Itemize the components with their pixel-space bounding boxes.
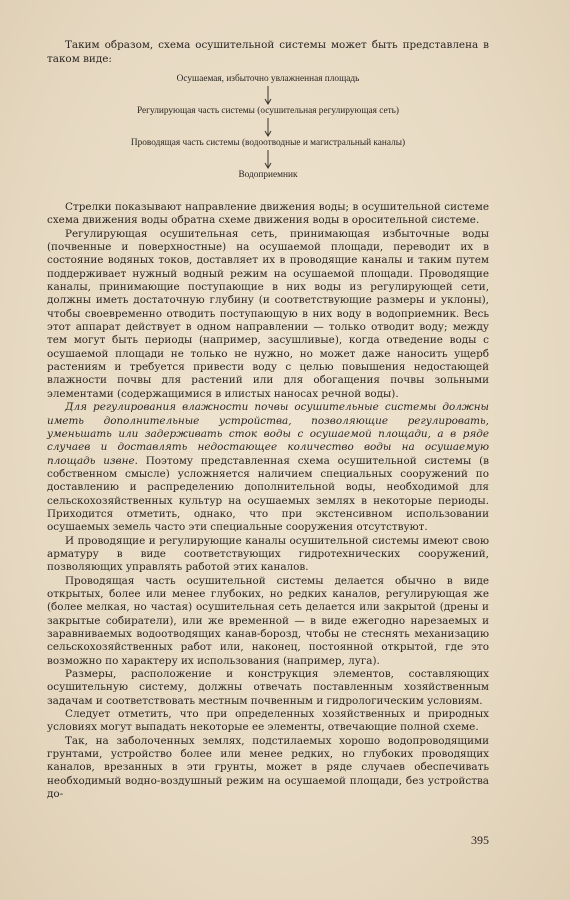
scheme-node-regulating-part: Регулирующая часть системы (осушительная регулирующая сеть) [136,106,400,116]
paragraph-regulating-network: Регулирующая осушительная сеть, принимающая избыточные воды (почвенные и поверхностные) на осушаемой площади, переводит их в состояние водяных токов, доставляет их в проводящие каналы и таким путем поддерживает нужный водный режим на осушаемой площади. Проводящие каналы, принимающие поступающие в них воды из регулирующей сети, должны иметь достаточную глубину (и соответствующие размеры и уклоны), чтобы своевременно отводить поступающую в них воду в водоприемник. Весь этот аппарат действует в одном направлении — только отводит воду; между тем могут быть периоды (например, засушливые), когда отведение воды с осушаемой площади не только не нужно, но может даже наносить ущерб растениям и требуется привести воду с целью повышения недостающей влажности почвы для растений или для обогащения почвы зольными элементами (содержащимися в илистых наносах речной воды). [47,227,489,400]
paragraph-fittings: И проводящие и регулирующие каналы осушительной системы имеют свою арматуру в виде соответствующих гидротехнических сооружений, позволяющих управлять работой этих каналов. [47,534,489,574]
scheme-node-receiver: Водоприемник [238,170,298,180]
paragraph-dimensions: Размеры, расположение и конструкция элементов, составляющих осушительную систему, должны отвечать поставленным хозяйственным задачам и соответствовать местным почвенным и гидрологическим условиям. [47,668,489,707]
down-arrow-icon [47,117,489,137]
intro-paragraph: Таким образом, схема осушительной системы может быть представлена в таком виде: [47,39,489,65]
page-number: 395 [471,833,489,847]
emphasis-text: Для регулирования влажности почвы осушительные системы должны иметь дополнительные устройства, позволяющие регулировать, уменьшать или задерживать сток воды с осушаемой площади, а в ряде случаев и доставлять недостающее количество воды на осушаемую площадь извне. [47,401,489,467]
book-page [47,38,489,888]
paragraph-soil-moisture: Для регулирования влажности почвы осушительные системы должны иметь дополнительные устройства, позволяющие регулировать, уменьшать или задерживать сток воды с осушаемой площади, а в ряде случаев и доставлять недостающее количество воды на осушаемую площадь извне. Поэтому представленная схема осушительной системы (в собственном смысле) усложняется наличием специальных сооружений по доставлению и распределению дополнительной воды, необходимой для сельскохозяйственных культур на осушаемых землях в некоторые периоды. Приходится отметить, однако, что при экстенсивном использовании осушаемых земель часто эти специальные сооружения отсутствуют. [47,401,489,534]
scheme-node-conducting-part: Проводящая часть системы (водоотводные и магистральный каналы) [130,138,406,148]
drainage-system-scheme [47,73,489,181]
down-arrow-icon [47,149,489,169]
paragraph-elements: Следует отметить, что при определенных хозяйственных и природных условиях могут выпадать некоторые ее элементы, отвечающие полной схеме. [47,708,489,734]
paragraph-waterlogged-lands: Так, на заболоченных землях, подстилаемых хорошо водопроводящими грунтами, устройство более или менее редких, но глубоких проводящих каналов, врезанных в эти грунты, может в ряде случаев обеспечивать необходимый водно-воздушный режим на осушаемой площади, без устройства до- [47,734,489,801]
paragraph-arrows: Стрелки показывают направление движения воды; в осушительной системе схема движения воды обратна схеме движения воды в оросительной системе. [47,201,489,227]
scheme-node-drained-area: Осушаемая, избыточно увлажненная площадь [176,74,360,84]
paragraph-conducting-part: Проводящая часть осушительной системы делается обычно в виде открытых, более или менее глубоких, но редких каналов, регулирующая же (более мелкая, но частая) осушительная сеть делается или закрытой (дрены и закрытые собиратели), или же временной — в виде ежегодно нарезаемых и заравниваемых водоотводящих канав-борозд, чтобы не стеснять механизацию сельскохозяйственных работ или, наконец, постоянной открытой, где это возможно по характеру их использования (например, луга). [47,574,489,667]
down-arrow-icon [47,85,489,105]
body-text [47,201,489,801]
